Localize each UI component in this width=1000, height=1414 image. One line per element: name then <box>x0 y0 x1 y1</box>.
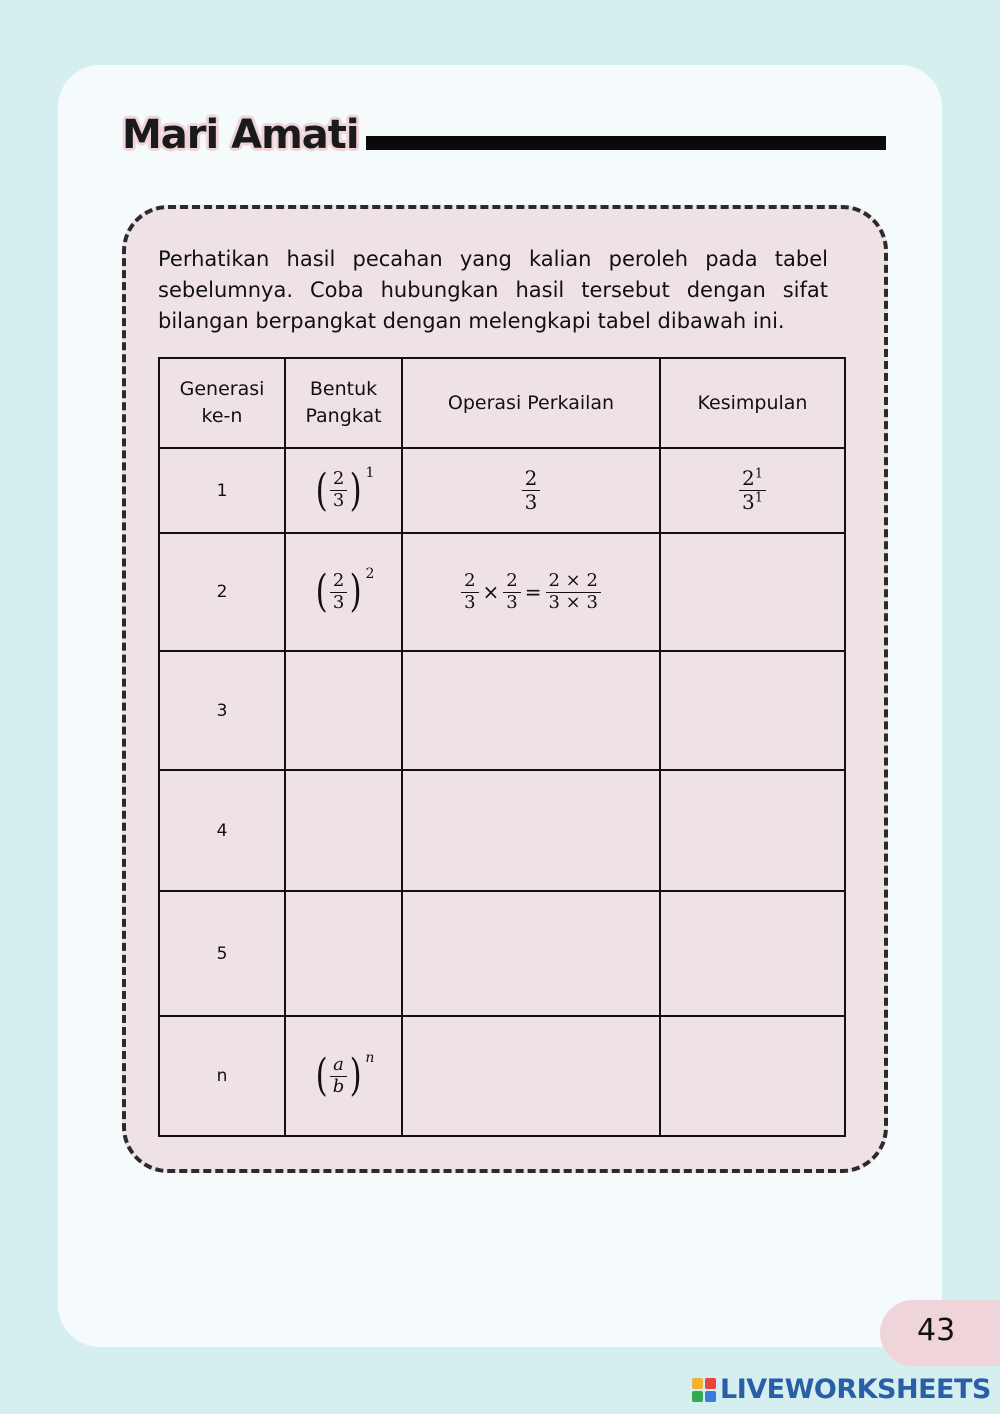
fraction-numerator: 2 <box>464 569 476 591</box>
bentuk-cell <box>285 533 402 651</box>
equals-sign: = <box>524 580 542 604</box>
page-number: 43 <box>917 1313 956 1348</box>
fraction <box>546 571 601 613</box>
denominator-exponent: 1 <box>754 490 763 506</box>
table-row <box>159 891 845 1016</box>
generasi-cell: 3 <box>159 651 285 770</box>
footer-brand <box>692 1374 991 1405</box>
table-row <box>159 770 845 891</box>
bentuk-cell <box>285 1016 402 1136</box>
fraction-numerator: 2 <box>524 466 538 490</box>
operasi-cell <box>402 533 660 651</box>
power-expression: ( $\frac{2}{3}$ ) 1 <box>315 464 375 516</box>
fraction <box>503 571 520 613</box>
kesimpulan-cell[interactable] <box>660 1016 845 1136</box>
intro-text: Perhatikan hasil pecahan yang kalian peroleh pada tabel sebelumnya. Coba hubungkan hasil tersebut dengan sifat bilangan berpangkat dengan melengkapi tabel dibawah ini. <box>158 247 828 333</box>
page-title: Mari Amati <box>122 112 359 158</box>
logo-square-3 <box>692 1391 703 1402</box>
header-bentuk <box>285 358 402 448</box>
table-row <box>159 651 845 770</box>
logo-square-2 <box>705 1378 716 1389</box>
numerator-exponent: 1 <box>754 466 763 482</box>
operasi-cell[interactable] <box>402 651 660 770</box>
table-row <box>159 448 845 533</box>
kesimpulan-cell[interactable] <box>660 770 845 891</box>
exponent: n <box>365 1050 375 1066</box>
operasi-cell <box>402 448 660 533</box>
fraction-numerator: 2 <box>332 468 345 490</box>
fraction <box>739 467 766 514</box>
table-row <box>159 1016 845 1136</box>
bentuk-cell[interactable] <box>285 651 402 770</box>
fraction-denominator: 3 <box>503 592 520 614</box>
kesimpulan-cell[interactable] <box>660 891 845 1016</box>
fraction-numerator: 2 × 2 <box>548 569 598 591</box>
generasi-cell: 5 <box>159 891 285 1016</box>
operasi-cell[interactable] <box>402 891 660 1016</box>
brand-name: LIVEWORKSHEETS <box>720 1374 991 1405</box>
title-rule <box>366 136 886 150</box>
header-operasi: Operasi Perkailan <box>402 358 660 448</box>
logo-square-4 <box>705 1391 716 1402</box>
table-header-row <box>159 358 845 448</box>
fraction <box>461 571 478 613</box>
exponent: 1 <box>365 464 375 481</box>
generasi-cell: 4 <box>159 770 285 891</box>
fraction-denominator: 3 <box>522 490 541 514</box>
power-expression: ( $\frac{a}{b}$ ) n <box>315 1050 375 1101</box>
operasi-cell[interactable] <box>402 770 660 891</box>
numerator-base: 2 <box>741 466 755 490</box>
fraction-numerator: a <box>333 1053 344 1075</box>
power-expression: ( $\frac{2}{3}$ ) 2 <box>315 566 375 617</box>
bentuk-cell[interactable] <box>285 770 402 891</box>
fraction-numerator: 2 <box>506 569 518 591</box>
denominator-base: 3 <box>741 490 755 514</box>
fraction <box>522 467 541 514</box>
liveworksheets-logo-icon <box>692 1378 716 1402</box>
header-kesimpulan: Kesimpulan <box>660 358 845 448</box>
fraction-denominator: 3 <box>330 490 347 512</box>
fraction-numerator: 2 <box>332 569 345 591</box>
fraction-denominator: b <box>330 1076 348 1098</box>
operasi-cell[interactable] <box>402 1016 660 1136</box>
table-row <box>159 533 845 651</box>
kesimpulan-cell <box>660 448 845 533</box>
fraction-denominator: 3 <box>461 592 478 614</box>
generasi-cell: 1 <box>159 448 285 533</box>
header-bentuk-label: Bentuk Pangkat <box>305 378 382 427</box>
times-sign: × <box>482 580 500 604</box>
fraction-denominator: 3 × 3 <box>546 592 601 614</box>
kesimpulan-cell[interactable] <box>660 651 845 770</box>
exponent-table <box>158 357 846 1137</box>
generasi-cell: n <box>159 1016 285 1136</box>
bentuk-cell[interactable] <box>285 891 402 1016</box>
generasi-cell: 2 <box>159 533 285 651</box>
header-generasi <box>159 358 285 448</box>
kesimpulan-cell[interactable] <box>660 533 845 651</box>
header-generasi-label: Generasi ke-n <box>179 378 265 427</box>
fraction-denominator: 3 <box>330 592 347 614</box>
exponent: 2 <box>365 566 375 582</box>
logo-square-1 <box>692 1378 703 1389</box>
bentuk-cell <box>285 448 402 533</box>
